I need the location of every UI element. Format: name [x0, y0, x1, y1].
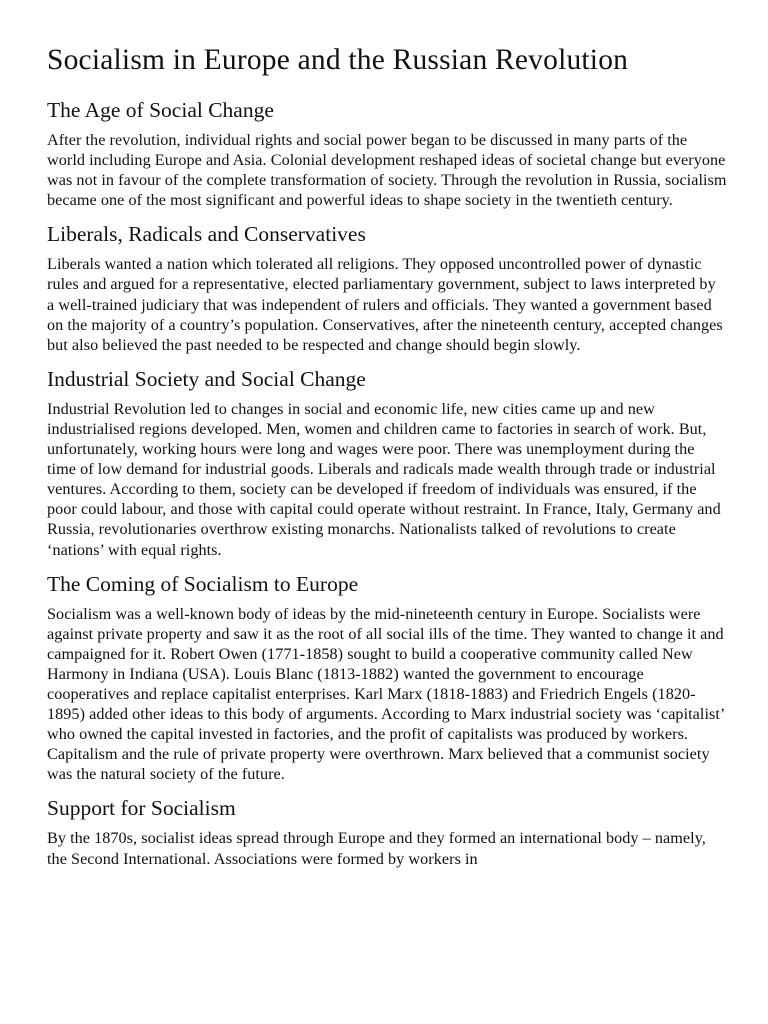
- section-age-of-social-change: [47, 96, 727, 210]
- section-heading: The Coming of Socialism to Europe: [47, 571, 359, 596]
- section-heading: Industrial Society and Social Change: [47, 366, 366, 391]
- section-support-for-socialism: [47, 794, 727, 868]
- section-heading: Liberals, Radicals and Conservatives: [47, 222, 366, 247]
- section-paragraph: Socialism was a well-known body of ideas by the mid-nineteenth century in Europe. Socialists were against private property and saw it as the root of all social ills of the time. They wanted to change it and campaigned for it. Robert Owen (1771-1858) sought to build a cooperative community called New Harmony in Indiana (USA). Louis Blanc (1813-1882) wanted the government to encourage cooperatives and replace capitalist enterprises. Karl Marx (1818-1883) and Friedrich Engels (1820-1895) added other ideas to this body of arguments. According to Marx industrial society was ‘capitalist’ who owned the capital invested in factories, and the profit of capitalists was produced by workers. Capitalism and the rule of private property were overthrown. Marx believed that a communist society was the natural society of the future.: [47, 604, 725, 784]
- section-liberals-radicals-conservatives: [47, 220, 727, 354]
- section-industrial-society: [47, 365, 727, 560]
- section-paragraph: Liberals wanted a nation which tolerated all religions. They opposed uncontrolled power of dynastic rules and argued for a representative, elected parliamentary government, subject to laws interpreted by a well-trained judiciary that was independent of rulers and officials. They wanted a government based on the majority of a country’s population. Conservatives, after the nineteenth century, accepted changes but also believed the past needed to be respected and change should begin slowly.: [47, 255, 723, 354]
- section-coming-of-socialism: [47, 570, 727, 785]
- section-paragraph: Industrial Revolution led to changes in social and economic life, new cities came up and new industrialised regions developed. Men, women and children came to factories in search of work. But, unfortunately, working hours were long and wages were poor. There was unemployment during the time of low demand for industrial goods. Liberals and radicals made wealth through trade or industrial ventures. According to them, society can be developed if freedom of individuals was ensured, if the poor could labour, and those with capital could operate without restraint. In France, Italy, Germany and Russia, revolutionaries overthrow existing monarchs. Nationalists talked of revolutions to create ‘nations’ with equal rights.: [47, 399, 721, 559]
- page-title: Socialism in Europe and the Russian Revolution: [47, 44, 629, 76]
- section-heading: The Age of Social Change: [47, 98, 274, 122]
- document-page: [47, 40, 727, 879]
- section-paragraph: After the revolution, individual rights and social power began to be discussed in many parts of the world including Europe and Asia. Colonial development reshaped ideas of societal change but everyone was not in favour of the complete transformation of society. Through the revolution in Russia, socialism became one of the most significant and powerful ideas to shape society in the twentieth century.: [47, 131, 727, 210]
- section-heading: Support for Socialism: [47, 796, 236, 821]
- section-paragraph: By the 1870s, socialist ideas spread through Europe and they formed an international body – namely, the Second International. Associations were formed by workers in: [47, 829, 706, 868]
